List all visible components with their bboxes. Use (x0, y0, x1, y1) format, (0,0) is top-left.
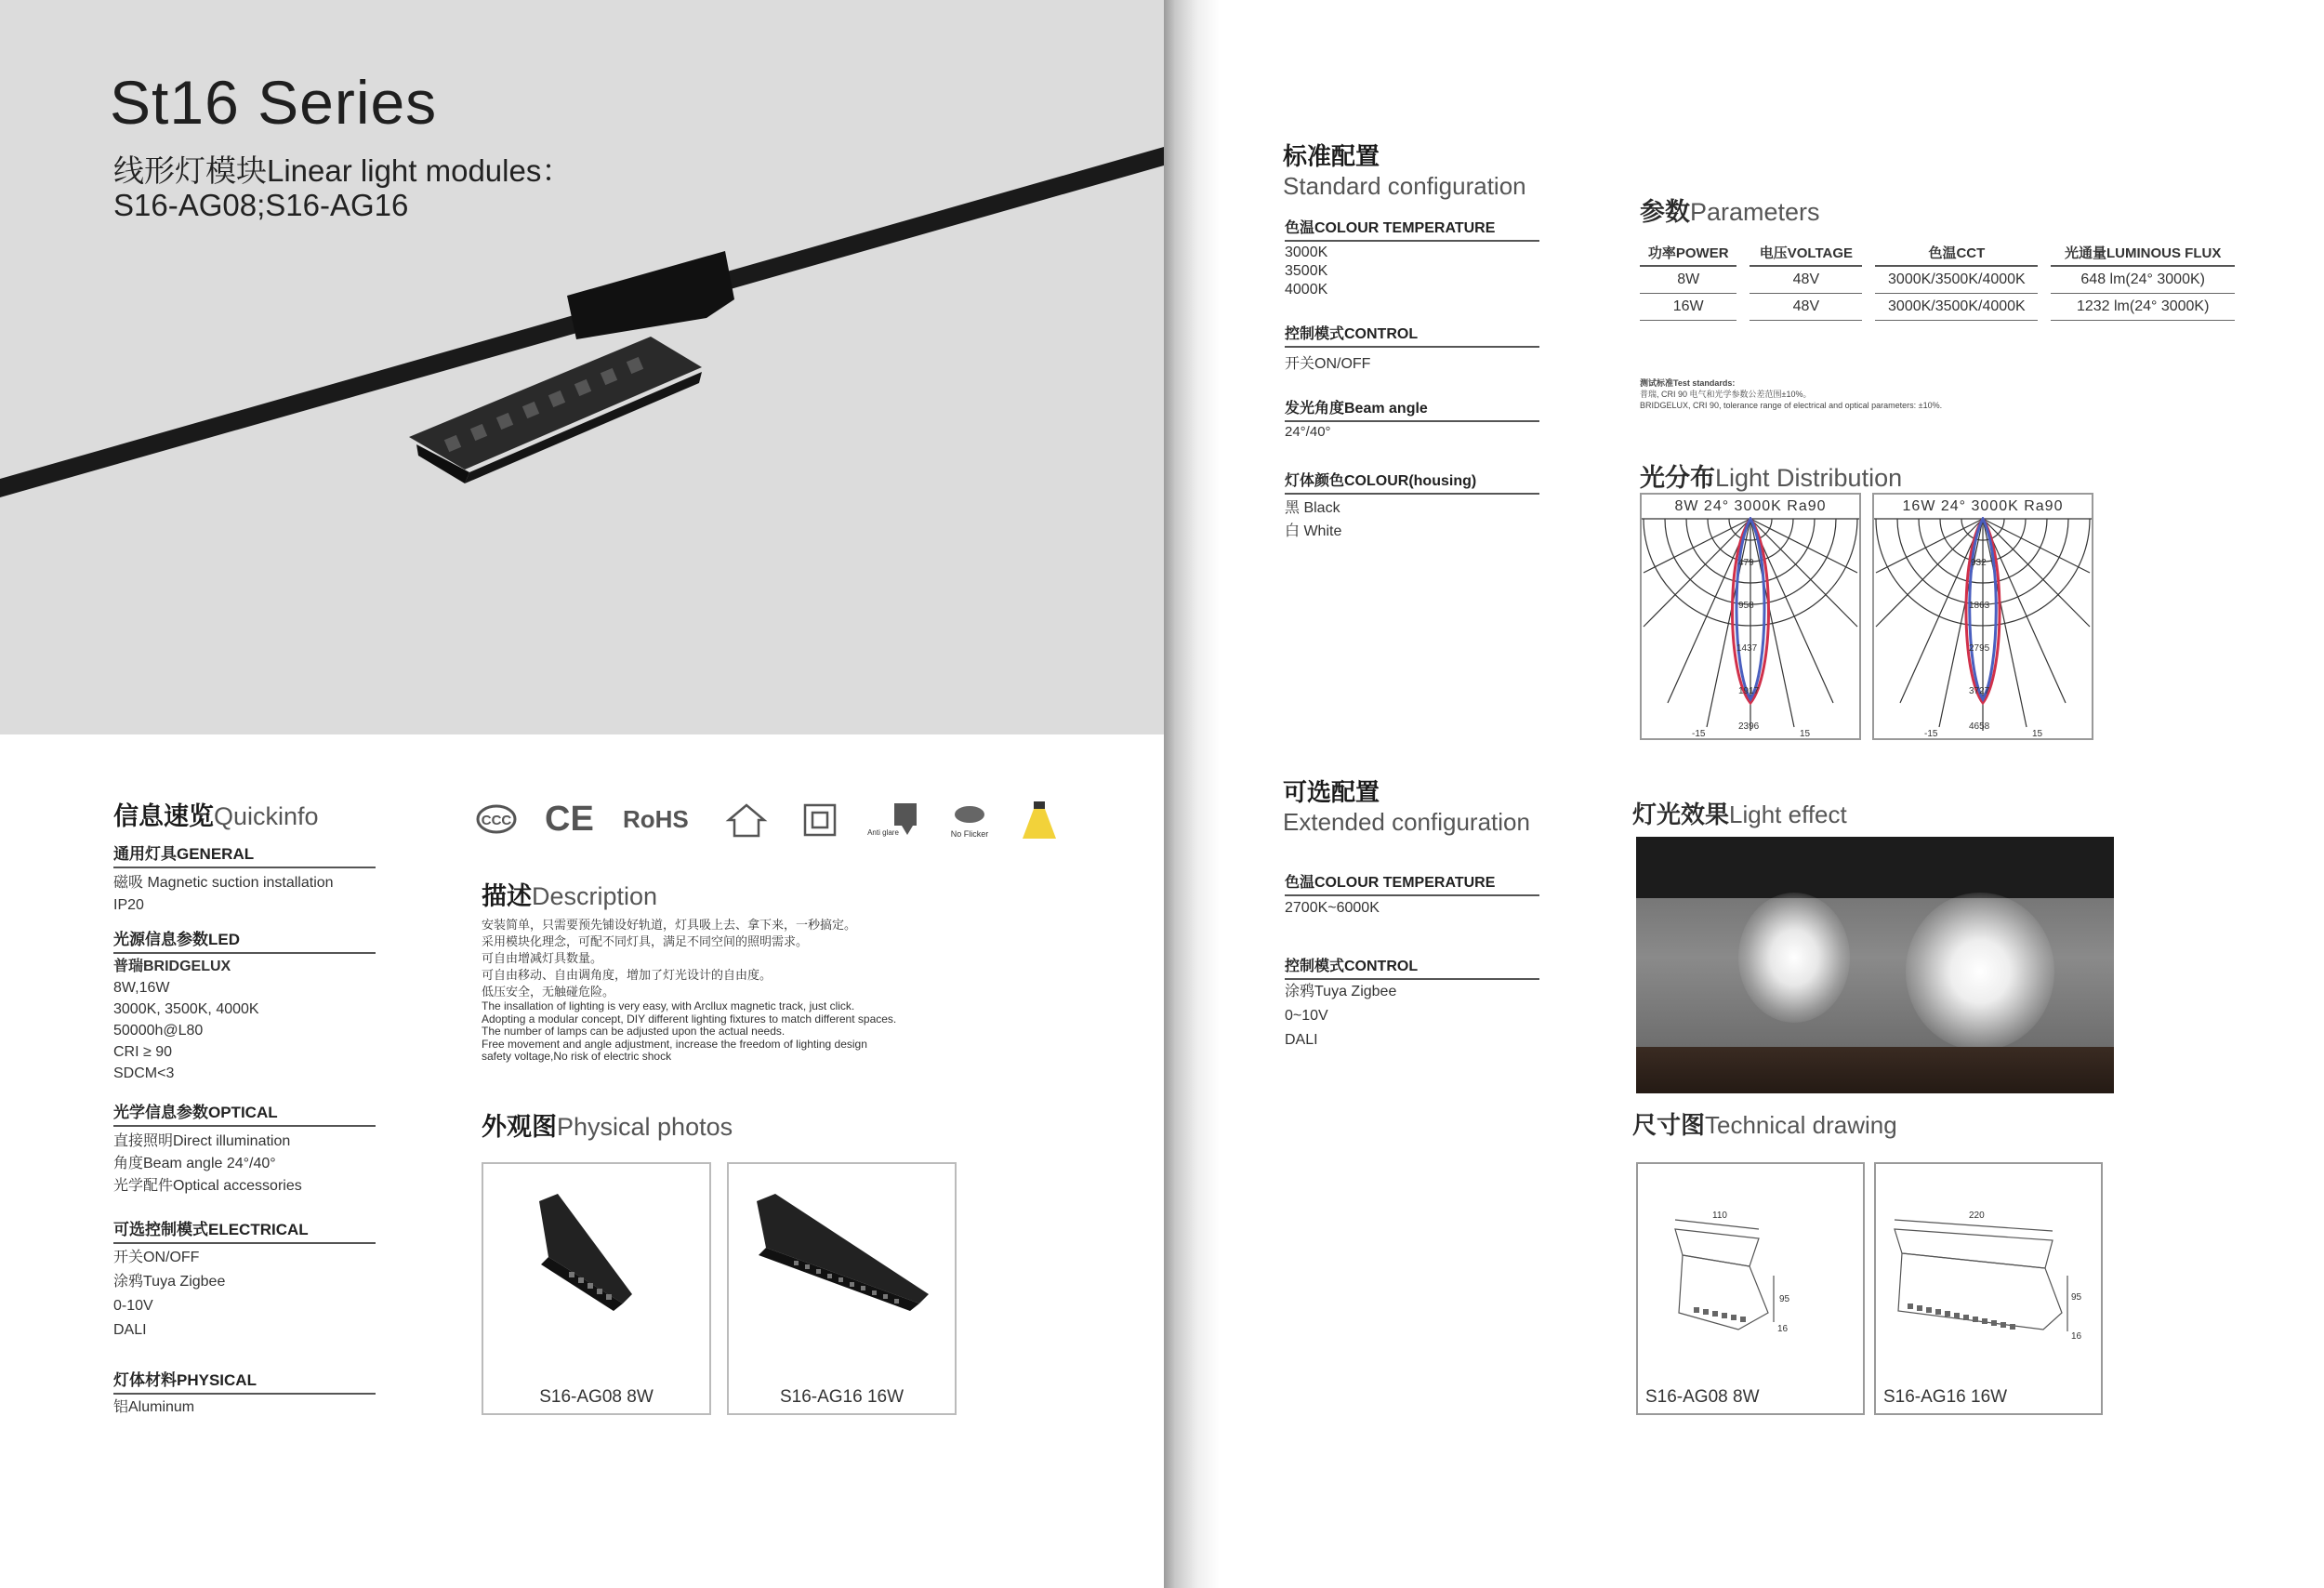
std-colour-temp-item: 3500K (1285, 263, 1328, 279)
polar-angle-label: -15 (1692, 729, 1706, 739)
description-en-line: The number of lamps can be adjusted upon the actual needs. (482, 1025, 786, 1038)
dim-height-label: 95 (1779, 1294, 1790, 1304)
quickinfo-heading-en: Quickinfo (214, 802, 319, 830)
subtitle-line-2: S16-AG08;S16-AG16 (113, 188, 409, 222)
electrical-item: 涂鸦Tuya Zigbee (113, 1274, 226, 1290)
polar-value-label: 479 (1738, 558, 1754, 568)
optical-list (113, 1131, 302, 1198)
table-row (1640, 294, 2235, 321)
std-colour-temp-item: 3000K (1285, 245, 1328, 260)
polar-value-label: 3727 (1969, 686, 1990, 696)
test-note-line: BRIDGELUX, CRI 90, tolerance range of electrical and optical parameters: ±10%. (1640, 401, 1943, 410)
ext-control-item: 0~10V (1285, 1008, 1328, 1024)
description-cn-line: 可自由增减灯具数量。 (482, 951, 603, 965)
std-beam-list (1285, 424, 1331, 440)
polar-diagram-8w (1642, 517, 1859, 738)
ext-colour-temp-item: 2700K~6000K (1285, 900, 1380, 916)
parameters-heading-cn: 参数 (1640, 198, 1690, 226)
description-heading (482, 876, 657, 912)
distribution-heading-cn: 光分布 (1640, 464, 1715, 492)
polar-value-label: 2396 (1738, 721, 1760, 732)
led-item: CRI ≥ 90 (113, 1044, 173, 1060)
led-item: 普瑞BRIDGELUX (113, 959, 231, 974)
polar-angle-label: -15 (1924, 729, 1938, 739)
technical-heading-en: Technical drawing (1705, 1111, 1897, 1139)
led-item: 8W,16W (113, 980, 170, 996)
no-flicker-text: No Flicker (950, 829, 989, 839)
polar-value-label: 1917 (1738, 686, 1760, 696)
downlight-beam-icon (1019, 800, 1060, 842)
anti-glare-text: Anti glare (867, 828, 899, 837)
quickinfo-heading (113, 796, 319, 832)
photos-heading-en: Physical photos (557, 1113, 733, 1141)
photo-caption-ag16: S16-AG16 16W (779, 1387, 905, 1407)
photos-heading-cn: 外观图 (482, 1113, 557, 1141)
wood-floor-band (1636, 1047, 2114, 1093)
polar-value-label: 958 (1738, 601, 1754, 611)
param-col-voltage: 电压VOLTAGE (1743, 240, 1868, 266)
rohs-icon: RoHS (623, 805, 689, 833)
ext-control-item: DALI (1285, 1032, 1318, 1048)
hero-banner (0, 0, 1164, 734)
polar-value-label: 4658 (1969, 721, 1990, 732)
std-control-item: 开关ON/OFF (1285, 356, 1371, 372)
extended-config-heading-en: Extended configuration (1283, 808, 1530, 836)
ext-control-label: 控制模式CONTROL (1285, 954, 1539, 980)
led-list (113, 956, 259, 1084)
std-colour-temp-item: 4000K (1285, 282, 1328, 298)
product-photo-ag16 (747, 1192, 943, 1331)
technical-drawing-ag16 (1885, 1211, 2090, 1359)
distribution-chart-16w (1872, 493, 2093, 740)
ceiling-band (1636, 837, 2114, 898)
test-standards-notes (1640, 377, 1942, 411)
std-housing-item: 黑 Black (1285, 500, 1340, 516)
product-photo-ag08 (521, 1192, 679, 1331)
table-cell: 16W (1640, 294, 1743, 321)
general-list (113, 872, 334, 917)
ce-icon: CE (545, 800, 594, 839)
general-label: 通用灯具GENERAL (113, 840, 376, 868)
general-item: IP20 (113, 897, 144, 913)
param-col-flux: 光通量LUMINOUS FLUX (2044, 240, 2235, 266)
quickinfo-heading-cn: 信息速览 (113, 802, 214, 830)
light-effect-photo (1636, 837, 2114, 1093)
certification-row (472, 798, 1076, 844)
led-label: 光源信息参数LED (113, 926, 376, 954)
parameters-table (1640, 240, 2235, 321)
electrical-item: 0-10V (113, 1298, 153, 1314)
test-note-line: 普瑞, CRI 90 电气和光学参数公差范围±10%。 (1640, 390, 1812, 399)
page-fold-gutter (1164, 0, 1220, 1588)
description-en-line: Adopting a modular concept, DIY different lighting fixtures to match different spaces. (482, 1012, 897, 1026)
drawing-card-ag08 (1636, 1162, 1865, 1415)
distribution-chart-header: 8W 24° 3000K Ra90 (1674, 498, 1827, 514)
polar-value-label: 1437 (1736, 643, 1758, 654)
dim-depth-label: 16 (1777, 1324, 1789, 1334)
param-col-power: 功率POWER (1640, 240, 1743, 266)
parameters-heading-en: Parameters (1690, 198, 1820, 226)
table-cell: 48V (1743, 266, 1868, 294)
description-cn (482, 917, 856, 1000)
ext-colour-temp-list (1285, 900, 1380, 917)
drawing-card-ag16 (1874, 1162, 2103, 1415)
distribution-chart-8w (1640, 493, 1861, 740)
photo-card-ag08 (482, 1162, 711, 1415)
table-row (1640, 266, 2235, 294)
polar-value-label: 2795 (1969, 643, 1990, 654)
distribution-chart-header: 16W 24° 3000K Ra90 (1902, 498, 2064, 514)
electrical-item: 开关ON/OFF (113, 1250, 200, 1265)
polar-angle-label: 15 (2032, 729, 2043, 739)
param-col-cct: 色温CCT (1868, 240, 2044, 266)
technical-drawing-ag08 (1657, 1211, 1842, 1359)
led-item: 3000K, 3500K, 4000K (113, 1001, 259, 1017)
table-cell: 648 lm(24° 3000K) (2044, 266, 2235, 294)
optical-item: 光学配件Optical accessories (113, 1178, 302, 1194)
electrical-list (113, 1246, 225, 1343)
table-cell: 3000K/3500K/4000K (1868, 294, 2044, 321)
description-en-line: safety voltage,No risk of electric shock (482, 1050, 672, 1063)
led-item: SDCM<3 (113, 1065, 175, 1081)
table-cell: 1232 lm(24° 3000K) (2044, 294, 2235, 321)
description-en-line: Free movement and angle adjustment, increase the freedom of lighting design (482, 1037, 867, 1051)
technical-heading (1632, 1106, 1897, 1141)
track-light-illustration (0, 0, 1164, 734)
light-effect-heading-en: Light effect (1729, 801, 1847, 828)
ext-control-item: 涂鸦Tuya Zigbee (1285, 984, 1397, 999)
dim-width-label: 110 (1712, 1211, 1727, 1221)
anti-glare-icon (861, 801, 918, 840)
std-housing-list (1285, 496, 1341, 543)
distribution-heading-en: Light Distribution (1715, 464, 1903, 492)
polar-angle-label: 15 (1800, 729, 1811, 739)
polar-diagram-16w (1874, 517, 2092, 738)
led-item: 50000h@L80 (113, 1023, 204, 1039)
drawing-caption-ag16: S16-AG16 16W (1883, 1387, 2008, 1407)
standard-config-heading-en: Standard configuration (1283, 172, 1526, 200)
photo-card-ag16 (727, 1162, 957, 1415)
physical-list (113, 1396, 194, 1419)
polar-value-label: 932 (1971, 558, 1987, 568)
optical-item: 直接照明Direct illumination (113, 1133, 291, 1149)
series-title: St16 Series (110, 68, 438, 137)
parameters-header-row (1640, 240, 2235, 266)
indoor-house-icon (725, 801, 768, 839)
ccc-text: CCC (481, 813, 512, 828)
description-cn-line: 采用模块化理念，可配不同灯具，满足不同空间的照明需求。 (482, 934, 809, 948)
table-cell: 48V (1743, 294, 1868, 321)
physical-item: 铝Aluminum (113, 1399, 195, 1415)
light-effect-heading (1632, 796, 1847, 830)
photos-heading (482, 1106, 733, 1143)
dim-width-label: 220 (1969, 1211, 1985, 1221)
description-cn-line: 低压安全，无触碰危险。 (482, 985, 615, 999)
test-note-line: 测试标准Test standards: (1640, 378, 1736, 388)
std-control-list (1285, 351, 1370, 373)
description-cn-line: 安装简单，只需要预先铺设好轨道，灯具吸上去、拿下来，一秒搞定。 (482, 918, 857, 932)
electrical-item: DALI (113, 1322, 147, 1338)
no-flicker-icon (937, 801, 1002, 842)
dim-depth-label: 16 (2071, 1331, 2082, 1342)
description-heading-cn: 描述 (482, 882, 532, 910)
parameters-heading (1640, 192, 1820, 228)
physical-label: 灯体材料PHYSICAL (113, 1367, 376, 1395)
description-heading-en: Description (532, 882, 658, 910)
photo-caption-ag08: S16-AG08 8W (539, 1387, 654, 1407)
standard-config-heading (1283, 138, 1526, 201)
polar-value-label: 1863 (1969, 601, 1990, 611)
table-cell: 3000K/3500K/4000K (1868, 266, 2044, 294)
description-cn-line: 可自由移动、自由调角度，增加了灯光设计的自由度。 (482, 968, 772, 982)
ext-colour-temp-label: 色温COLOUR TEMPERATURE (1285, 870, 1539, 896)
subtitle-line-1: 线形灯模块Linear light modules： (113, 153, 573, 188)
distribution-heading (1640, 457, 1902, 494)
std-colour-temp-list (1285, 244, 1327, 299)
std-control-label: 控制模式CONTROL (1285, 322, 1539, 348)
description-en-line: The insallation of lighting is very easy, with Arcllux magnetic track, just click. (482, 999, 855, 1012)
std-housing-item: 白 White (1285, 523, 1342, 539)
electrical-label: 可选控制模式ELECTRICAL (113, 1216, 376, 1244)
description-en (482, 1000, 896, 1064)
ccc-icon (476, 803, 517, 835)
light-spot-right (1906, 893, 2054, 1051)
std-housing-label: 灯体颜色COLOUR(housing) (1285, 469, 1539, 495)
technical-heading-cn: 尺寸图 (1632, 1111, 1706, 1139)
std-beam-label: 发光角度Beam angle (1285, 396, 1539, 422)
standard-config-heading-cn: 标准配置 (1283, 142, 1380, 170)
optical-item: 角度Beam angle 24°/40° (113, 1156, 276, 1171)
std-colour-temp-label: 色温COLOUR TEMPERATURE (1285, 216, 1539, 242)
std-beam-item: 24°/40° (1285, 424, 1331, 440)
drawing-caption-ag08: S16-AG08 8W (1645, 1387, 1760, 1407)
extended-config-heading (1283, 774, 1530, 837)
dim-height-label: 95 (2071, 1292, 2082, 1303)
table-cell: 8W (1640, 266, 1743, 294)
ext-control-list (1285, 980, 1396, 1052)
light-effect-heading-cn: 灯光效果 (1632, 801, 1730, 828)
class-ii-insulation-icon (803, 803, 837, 837)
extended-config-heading-cn: 可选配置 (1283, 778, 1380, 806)
light-spot-left (1738, 893, 1850, 1023)
general-item: 磁吸 Magnetic suction installation (113, 875, 334, 891)
optical-label: 光学信息参数OPTICAL (113, 1099, 376, 1127)
